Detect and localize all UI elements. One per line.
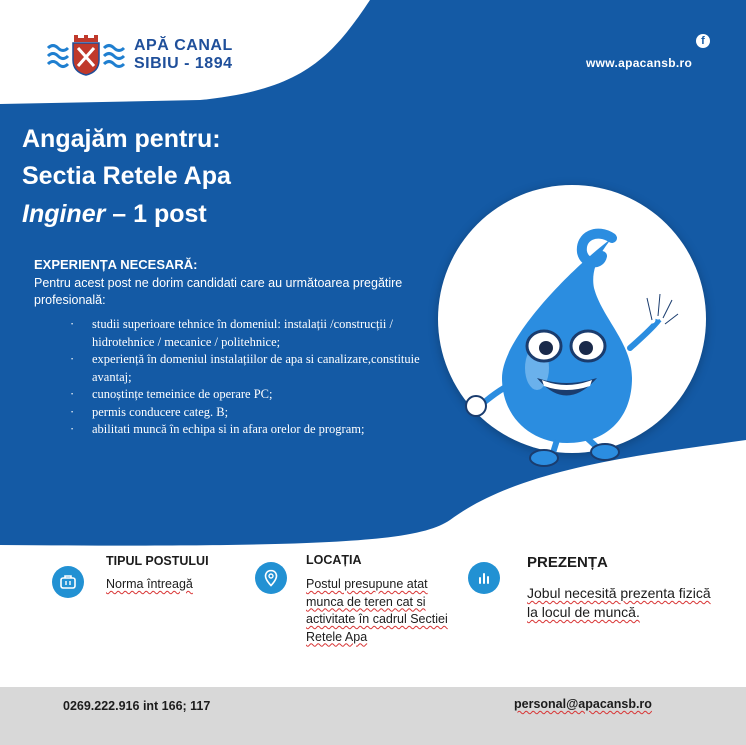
- requirement-item: · experiență în domeniul instalațiilor de apa si canalizare,constituie avantaj;: [70, 351, 430, 386]
- requirements-list: [70, 316, 430, 439]
- bar-chart-icon: [468, 562, 500, 594]
- presence-title: PREZENȚA: [527, 554, 608, 571]
- location-title: LOCAȚIA: [306, 553, 362, 567]
- website-link[interactable]: www.apacansb.ro: [586, 56, 693, 70]
- headline-department: Sectia Retele Apa: [22, 162, 231, 190]
- location-text: Postul presupune atat munca de teren cat si activitate în cadrul Sectiei Retele Apa: [306, 577, 448, 644]
- job-type-text: Norma întreagă: [106, 577, 193, 591]
- requirement-item: · abilitati muncă în echipa si in afara orelor de program;: [70, 421, 430, 439]
- briefcase-icon: [52, 566, 84, 598]
- headline-position: [22, 199, 207, 229]
- headline-hiring: Angajăm pentru:: [22, 125, 221, 153]
- location-pin-icon: [255, 562, 287, 594]
- water-drop-mascot-icon: [462, 228, 692, 468]
- contact-email[interactable]: personal@apacansb.ro: [514, 697, 652, 711]
- requirement-item: · cunoștințe temeinice de operare PC;: [70, 386, 430, 404]
- brand-name-line1: APĂ CANAL: [134, 37, 233, 54]
- contact-footer: [0, 687, 746, 745]
- facebook-icon[interactable]: f: [696, 34, 710, 48]
- experience-intro: Pentru acest post ne dorim candidati care au următoarea pregătire profesională:: [34, 276, 403, 307]
- job-type-title: TIPUL POSTULUI: [106, 554, 209, 568]
- brand-name: [134, 37, 233, 73]
- contact-phone[interactable]: 0269.222.916 int 166; 117: [63, 699, 211, 713]
- position-count: – 1 post: [105, 200, 207, 228]
- position-title: Inginer: [22, 200, 106, 228]
- requirement-item: · permis conducere categ. B;: [70, 404, 430, 422]
- requirement-item: · studii superioare tehnice în domeniul: instalații /construcții / hidrotehnice / mecanice / politehnice;: [70, 316, 430, 351]
- experience-title: EXPERIENȚA NECESARĂ:: [34, 257, 198, 272]
- logo-emblem-icon: [46, 34, 126, 76]
- presence-text: Jobul necesită prezenta fizică la locul de muncă.: [527, 585, 711, 620]
- brand-name-line2: SIBIU - 1894: [134, 55, 233, 72]
- brand-logo: [46, 34, 233, 76]
